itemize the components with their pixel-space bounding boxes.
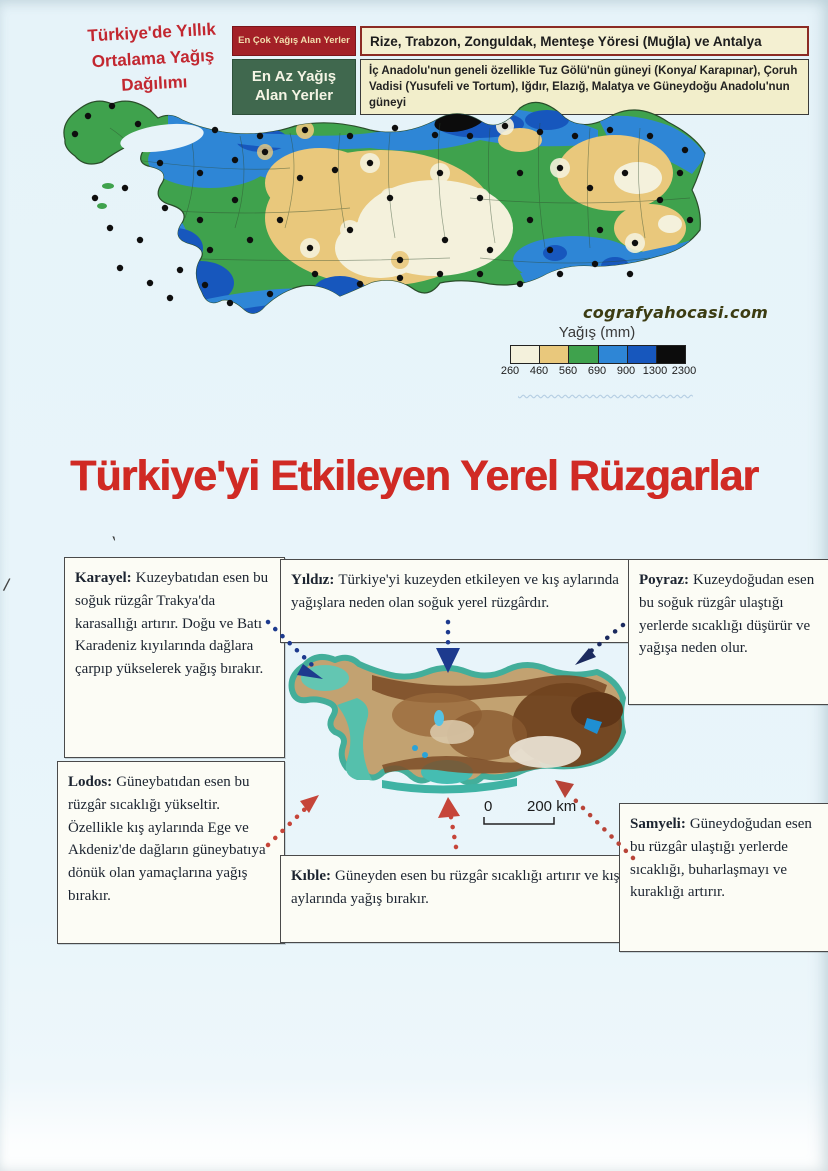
station-dot — [647, 133, 653, 139]
samyeli-arrow-line — [570, 795, 633, 858]
station-dot — [627, 271, 633, 277]
precip-legend-swatches — [510, 345, 686, 364]
scan-slash-artifact: / — [2, 574, 12, 596]
station-dot — [657, 197, 663, 203]
wind-map-figure — [0, 545, 828, 955]
station-dot — [477, 195, 483, 201]
station-dot — [162, 205, 168, 211]
station-dot — [597, 227, 603, 233]
label-most-rainfall: En Çok Yağış Alan Yerler — [232, 26, 356, 56]
scale-zero: 0 — [484, 798, 493, 815]
station-dot — [367, 160, 373, 166]
station-dot — [247, 237, 253, 243]
precip-title-line3: Dağılımı — [120, 72, 188, 95]
station-dot — [277, 217, 283, 223]
wind-text-poyraz: Kuzeydoğudan esen bu soğuk rüzgâr ulaştığı yerlerde sıcaklığı düşürür ve yağışa neden olur. — [639, 572, 815, 657]
station-dot — [257, 133, 263, 139]
station-dot — [467, 133, 473, 139]
samyeli-arrowhead-icon — [555, 780, 574, 798]
station-dot — [167, 295, 173, 301]
station-dot — [332, 167, 338, 173]
station-dot — [607, 127, 613, 133]
station-dot — [397, 275, 403, 281]
legend-tick: 690 — [587, 365, 607, 377]
station-dot — [92, 195, 98, 201]
station-dot — [442, 237, 448, 243]
legend-tick: 260 — [500, 365, 520, 377]
station-dot — [177, 267, 183, 273]
station-dot — [197, 217, 203, 223]
station-dot — [557, 271, 563, 277]
cell-most-rainfall: Rize, Trabzon, Zonguldak, Menteşe Yöresi (Muğla) ve Antalya — [360, 26, 809, 56]
kible-arrowhead-icon — [438, 797, 460, 818]
precipitation-map — [50, 78, 718, 340]
legend-tick: 560 — [558, 365, 578, 377]
station-dot — [347, 227, 353, 233]
station-dot — [347, 133, 353, 139]
station-dot — [202, 282, 208, 288]
station-dot — [262, 149, 268, 155]
legend-swatch — [569, 346, 598, 363]
station-dot — [622, 170, 628, 176]
wind-text-kible: Güneyden esen bu rüzgâr sıcaklığı artırır ve kış aylarında yağış bırakır. — [291, 868, 620, 907]
station-dot — [227, 300, 233, 306]
lake-beysehir — [422, 752, 428, 758]
legend-tick: 900 — [616, 365, 636, 377]
station-dot — [477, 271, 483, 277]
station-dot — [207, 247, 213, 253]
aegean-island — [97, 203, 107, 209]
station-dot — [537, 129, 543, 135]
wind-name-kible: Kıble: — [291, 868, 331, 884]
station-dot — [487, 247, 493, 253]
scale-distance: 200 km — [527, 798, 577, 815]
scale-bracket — [484, 817, 554, 824]
station-dot — [557, 165, 563, 171]
legend-tick: 1300 — [642, 365, 668, 377]
station-dot — [85, 113, 91, 119]
wind-name-karayel: Karayel: — [75, 570, 132, 586]
wind-text-karayel: Kuzeybatıdan esen bu soğuk rüzgâr Trakya'da karasallığı artırır. Doğu ve Batı Karadeniz kıyılarında dağlara çarpıp yükselerek yağış bırakır. — [75, 570, 269, 678]
watermark-text: cografyahocasi.com — [583, 303, 769, 322]
legend-tick: 460 — [529, 365, 549, 377]
station-dot — [587, 185, 593, 191]
legend-swatch — [511, 346, 540, 363]
station-dot — [107, 225, 113, 231]
station-dot — [517, 170, 523, 176]
station-dot — [437, 170, 443, 176]
aegean-island — [102, 183, 114, 189]
station-dot — [72, 131, 78, 137]
legend-swatch — [657, 346, 685, 363]
station-dot — [157, 160, 163, 166]
table-row — [232, 26, 809, 56]
station-dot — [592, 261, 598, 267]
station-dot — [197, 170, 203, 176]
wind-text-lodos: Güneybatıdan esen bu rüzgâr sıcaklığı yükseltir. Özellikle kış aylarında Ege ve Akdeniz'de dağların güneybatıya dönük olan yamaçlarına yağış bırakır. — [68, 774, 266, 904]
legend-swatch — [599, 346, 628, 363]
poyraz-arrow-line — [586, 625, 623, 655]
station-dot — [135, 121, 141, 127]
scan-bleed-artifact — [518, 384, 686, 396]
station-dot — [632, 240, 638, 246]
station-dot — [682, 147, 688, 153]
station-dot — [502, 123, 508, 129]
station-dot — [117, 265, 123, 271]
station-dot — [137, 237, 143, 243]
station-dot — [432, 132, 438, 138]
cell-least-rainfall: İç Anadolu'nun geneli özellikle Tuz Gölü'nün güneyi (Konya/ Karapınar), Çoruh Vadisi (Yusufeli ve Tortum), Iğdır, Elazığ, Malatya ve Güneydoğu Anadolu'nun güneyi — [360, 59, 809, 115]
lake-tuz — [434, 710, 444, 726]
station-dot — [232, 157, 238, 163]
wind-name-samyeli: Samyeli: — [630, 816, 686, 832]
scan-tick-artifact: ‵ — [107, 533, 118, 557]
station-dot — [437, 271, 443, 277]
station-dot — [212, 127, 218, 133]
relief-map — [292, 657, 623, 794]
station-dot — [302, 127, 308, 133]
station-dot — [357, 281, 363, 287]
label-least-rainfall: En Az Yağış Alan Yerler — [232, 59, 356, 115]
station-dot — [297, 175, 303, 181]
legend-swatch — [628, 346, 657, 363]
legend-tick: 2300 — [671, 365, 697, 377]
precip-title-line1: Türkiye'de Yıllık — [87, 19, 217, 46]
page-title: Türkiye'yi Etkileyen Yerel Rüzgarlar — [69, 452, 759, 500]
station-dot — [517, 281, 523, 287]
wind-name-lodos: Lodos: — [68, 774, 113, 790]
station-dot — [527, 217, 533, 223]
legend-swatch — [540, 346, 569, 363]
station-dot — [687, 217, 693, 223]
station-dot — [312, 271, 318, 277]
karayel-arrow-line — [268, 622, 312, 665]
wind-name-poyraz: Poyraz: — [639, 572, 689, 588]
precip-legend-ticks — [500, 365, 697, 379]
wind-text-samyeli: Güneydoğudan esen bu rüzgâr ulaştığı yerlerde sıcaklığı, buharlaşmayı ve kuraklığı artırır. — [630, 816, 812, 901]
wind-name-yildiz: Yıldız: — [291, 572, 335, 588]
legend-unit-label: Yağış (mm) — [558, 324, 636, 341]
station-dot — [547, 247, 553, 253]
precip-title-line2: Ortalama Yağış — [91, 45, 215, 71]
station-dot — [147, 280, 153, 286]
station-dot — [387, 195, 393, 201]
station-dot — [677, 170, 683, 176]
lodos-arrow-line — [268, 808, 306, 845]
station-dot — [307, 245, 313, 251]
station-dot — [397, 257, 403, 263]
station-dot — [267, 291, 273, 297]
station-dot — [109, 103, 115, 109]
scale-bar — [484, 798, 576, 824]
lake-egirdir — [412, 745, 418, 751]
station-dot — [232, 197, 238, 203]
wind-text-yildiz: Türkiye'yi kuzeyden etkileyen ve kış aylarında yağışlara neden olan soğuk yerel rüzgârdır. — [291, 572, 619, 611]
station-dot — [122, 185, 128, 191]
station-dot — [392, 125, 398, 131]
station-dot — [572, 133, 578, 139]
